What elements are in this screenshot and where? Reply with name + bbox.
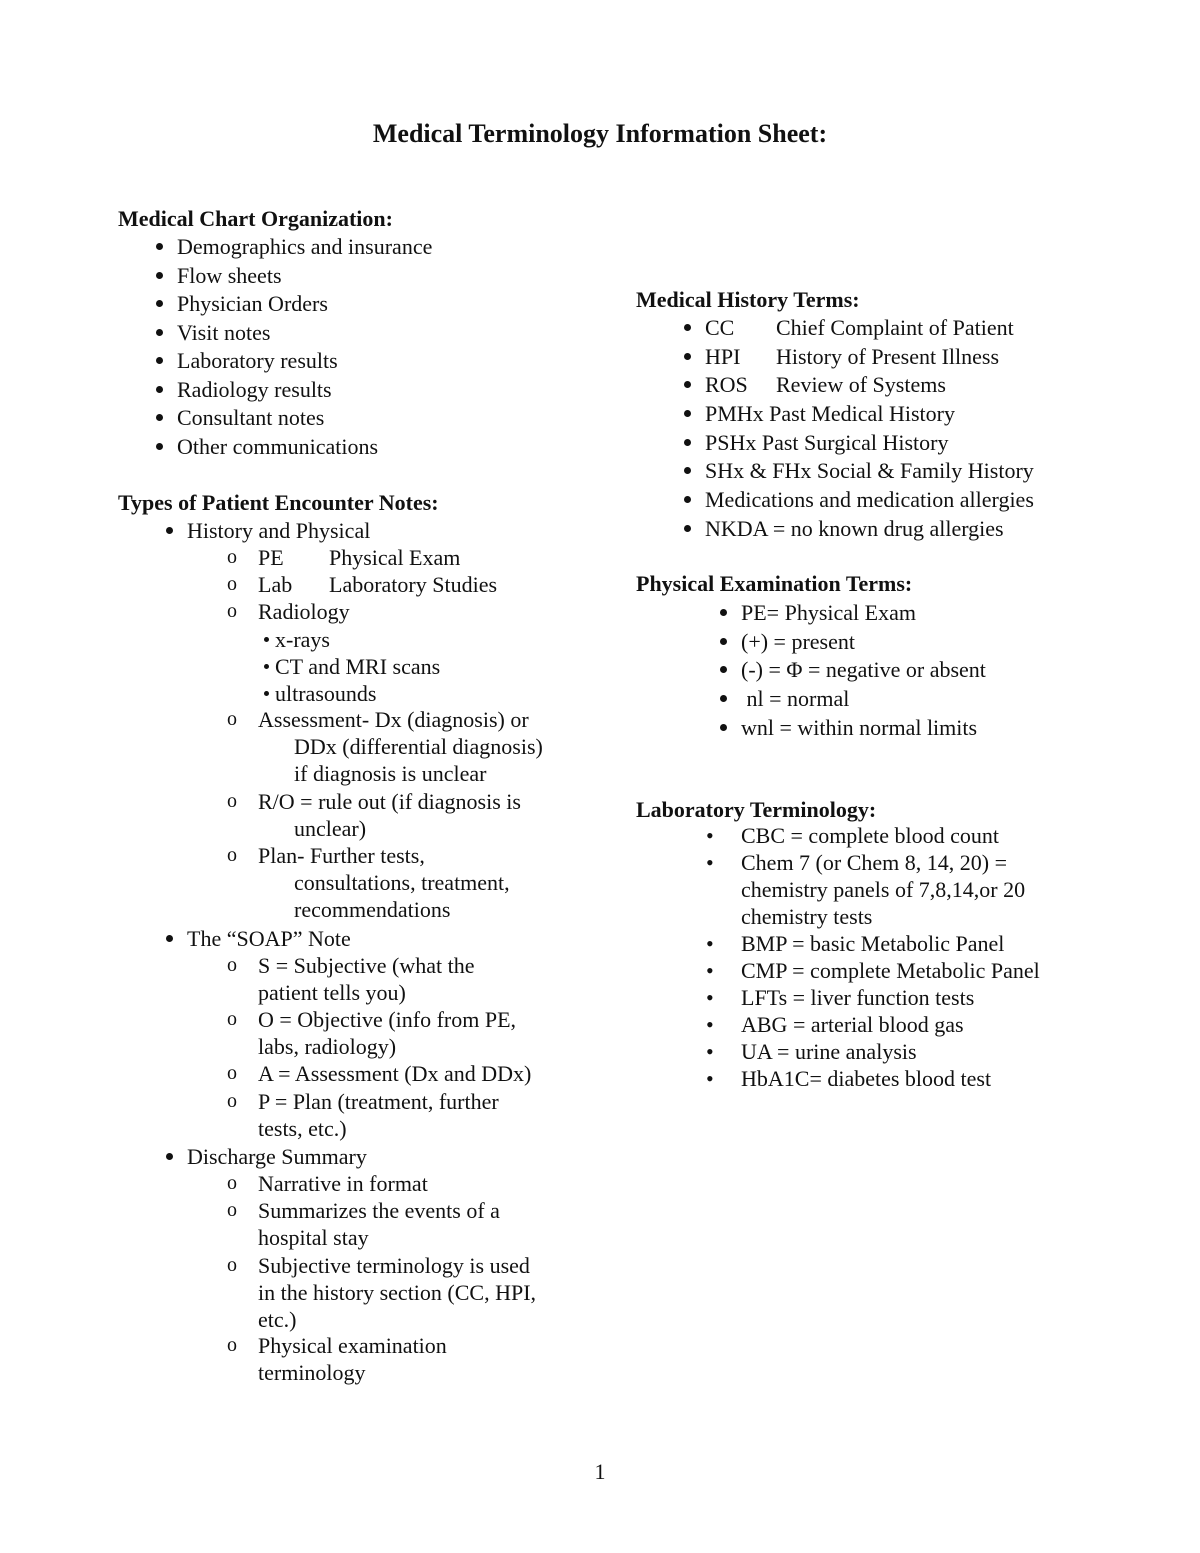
discharge-subjective <box>258 1252 536 1333</box>
page-title: Medical Terminology Information Sheet: <box>372 119 828 148</box>
lab-def: Laboratory Studies <box>329 572 498 597</box>
list-item: Physician Orders <box>177 290 432 319</box>
text-line: o Physical examination <box>258 1333 447 1358</box>
list-item: • ABG = arterial blood gas <box>741 1011 1040 1038</box>
term-abbr: HPI <box>705 343 741 369</box>
list-item: • CMP = complete Metabolic Panel <box>741 957 1040 984</box>
chart-org-list <box>177 233 432 461</box>
list-item: Radiology results <box>177 376 432 405</box>
lab-abbr: Lab <box>258 572 293 597</box>
list-item <box>705 343 1034 372</box>
rad-sub-item: CT and MRI scans <box>275 654 441 679</box>
text-line: etc.) <box>258 1307 297 1332</box>
soap-item: The “SOAP” Note <box>187 926 351 951</box>
list-item: Visit notes <box>177 319 432 348</box>
rad-sub-item: x-rays <box>275 627 330 652</box>
list-item: (+) = present <box>741 628 986 657</box>
list-item <box>705 371 1034 400</box>
term-def: History of Present Illness <box>776 343 1000 369</box>
list-item: Medications and medication allergies <box>705 486 1034 515</box>
list-item: • HbA1C= diabetes blood test <box>741 1065 1040 1092</box>
list-item: Laboratory results <box>177 347 432 376</box>
text-line: DDx (differential diagnosis) <box>294 734 543 759</box>
list-item: (-) = Φ = negative or absent <box>741 656 986 685</box>
text-line: patient tells you) <box>258 980 406 1005</box>
text-line: o O = Objective (info from PE, <box>258 1007 517 1032</box>
text-line: o Subjective terminology is used <box>258 1253 530 1278</box>
pe-item <box>258 544 460 571</box>
soap-s-item <box>258 952 474 1006</box>
text-line: terminology <box>258 1360 366 1385</box>
list-item: • UA = urine analysis <box>741 1038 1040 1065</box>
list-item-continued: chemistry panels of 7,8,14,or 20 <box>741 877 1026 902</box>
term-abbr: ROS <box>705 372 748 398</box>
list-item: Flow sheets <box>177 262 432 291</box>
pe-def: Physical Exam <box>329 545 461 570</box>
text-line: o R/O = rule out (if diagnosis is <box>258 789 521 814</box>
list-item: Demographics and insurance <box>177 233 432 262</box>
list-item: SHx & FHx Social & Family History <box>705 457 1034 486</box>
discharge-physical <box>258 1332 447 1386</box>
assessment-item <box>258 706 543 787</box>
physical-list <box>741 599 986 742</box>
rule-out-item <box>258 788 521 842</box>
page-number: 1 <box>594 1459 606 1484</box>
lab-list <box>741 822 1040 1092</box>
list-item: Other communications <box>177 433 432 462</box>
soap-p-item <box>258 1088 499 1142</box>
list-item: • Chem 7 (or Chem 8, 14, 20) = <box>741 849 1040 876</box>
soap-o-item <box>258 1006 516 1060</box>
radiology-item: o Radiology <box>258 598 350 625</box>
chart-org-heading: Medical Chart Organization: <box>118 206 393 231</box>
list-item: • CBC = complete blood count <box>741 822 1040 849</box>
term-def: Review of Systems <box>776 372 946 398</box>
list-item: • LFTs = liver function tests <box>741 984 1040 1011</box>
text-line: consultations, treatment, <box>294 870 510 895</box>
list-item: NKDA = no known drug allergies <box>705 515 1034 544</box>
text-line: hospital stay <box>258 1225 369 1250</box>
list-item: PE= Physical Exam <box>741 599 986 628</box>
list-item: PSHx Past Surgical History <box>705 429 1034 458</box>
lab-heading: Laboratory Terminology: <box>636 797 877 822</box>
text-line: recommendations <box>294 897 451 922</box>
history-list <box>705 314 1034 544</box>
term-def: Chief Complaint of Patient <box>776 315 1014 340</box>
text-line: o Assessment- Dx (diagnosis) or <box>258 707 529 732</box>
list-item: PMHx Past Medical History <box>705 400 1034 429</box>
text-line: o S = Subjective (what the <box>258 953 475 978</box>
encounter-heading: Types of Patient Encounter Notes: <box>118 490 439 515</box>
soap-a-item: o A = Assessment (Dx and DDx) <box>258 1060 531 1087</box>
text-line: o Summarizes the events of a <box>258 1198 500 1223</box>
list-item: • BMP = basic Metabolic Panel <box>741 930 1040 957</box>
list-item: wnl = within normal limits <box>741 714 986 743</box>
text-line: o P = Plan (treatment, further <box>258 1089 499 1114</box>
lab-item <box>258 571 497 598</box>
text-line: in the history section (CC, HPI, <box>258 1280 537 1305</box>
discharge-item: Discharge Summary <box>187 1144 367 1169</box>
text-line: if diagnosis is unclear <box>294 761 487 786</box>
history-heading: Medical History Terms: <box>636 287 860 312</box>
pe-abbr: PE <box>258 545 284 570</box>
text-line: labs, radiology) <box>258 1034 397 1059</box>
text-line: tests, etc.) <box>258 1116 347 1141</box>
term-abbr: CC <box>705 315 735 340</box>
list-item-continued: chemistry tests <box>741 904 873 929</box>
hp-item: History and Physical <box>187 518 371 543</box>
list-item: nl = normal <box>741 685 986 714</box>
plan-item <box>258 842 510 923</box>
rad-sub-item: ultrasounds <box>275 681 377 706</box>
discharge-narrative: o Narrative in format <box>258 1170 428 1197</box>
list-item: Consultant notes <box>177 404 432 433</box>
text-line: unclear) <box>294 816 367 841</box>
physical-heading: Physical Examination Terms: <box>636 571 913 596</box>
discharge-summarizes <box>258 1197 500 1251</box>
list-item <box>705 314 1034 343</box>
text-line: o Plan- Further tests, <box>258 843 425 868</box>
